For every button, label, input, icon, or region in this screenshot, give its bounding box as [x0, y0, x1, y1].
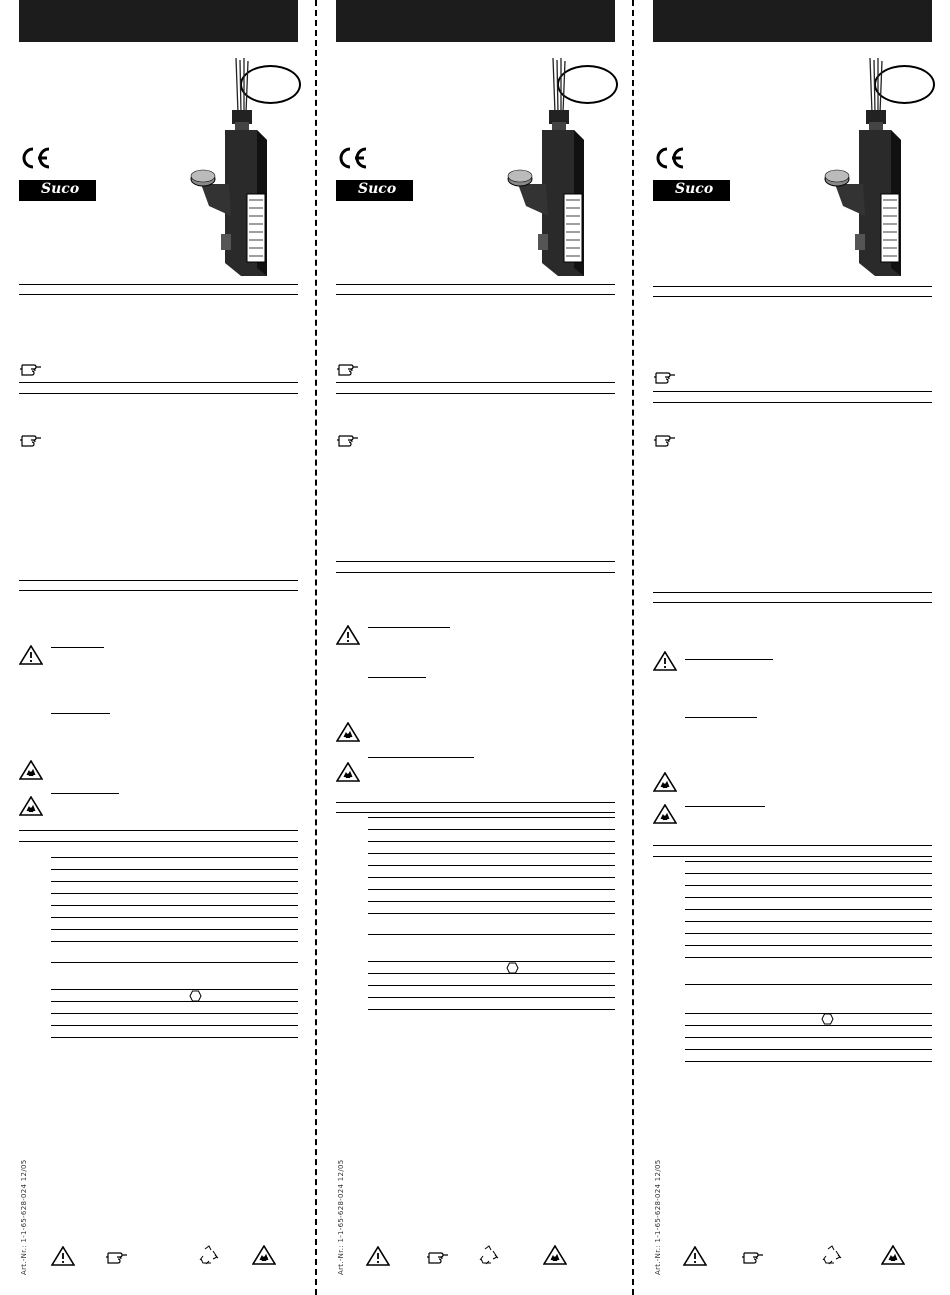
rule: [653, 856, 932, 857]
rule: [19, 590, 298, 591]
rule: [336, 561, 615, 562]
rule: [653, 296, 932, 297]
recycle-icon: [197, 1245, 221, 1265]
table-row-line: [685, 945, 932, 946]
ce-mark: [336, 146, 370, 170]
rule: [19, 830, 298, 831]
cut-line: [632, 0, 634, 1295]
warning-icon: [19, 645, 43, 665]
rule: [336, 382, 615, 383]
table-row-line: [368, 829, 615, 830]
underline: [685, 806, 765, 807]
rule: [19, 284, 298, 285]
warning-icon: [366, 1246, 390, 1266]
table-row-line: [685, 861, 932, 862]
table-row-line: [51, 905, 298, 906]
table-row-line: [685, 1013, 932, 1014]
table-row-line: [685, 933, 932, 934]
hand-pointer-icon: [653, 367, 677, 387]
warning-icon: [51, 1246, 75, 1266]
hand-pointer-icon: [19, 430, 43, 450]
underline: [685, 659, 773, 660]
ce-mark: [653, 146, 687, 170]
explosion-warning-icon: [653, 772, 677, 792]
table-row-line: [685, 885, 932, 886]
table-row-line: [368, 913, 615, 914]
rule: [19, 580, 298, 581]
table-row-line: [368, 853, 615, 854]
table-row-line: [51, 869, 298, 870]
table-row-line: [51, 989, 298, 990]
table-row-line: [368, 877, 615, 878]
brand-logo-text: Suco: [675, 181, 714, 197]
brand-logo: [19, 180, 96, 201]
underline: [368, 757, 474, 758]
table-row-line: [51, 962, 298, 963]
underline: [51, 647, 104, 648]
leaflet-column-3: [653, 0, 932, 1295]
leaflet-column-2: [336, 0, 615, 1295]
table-row-line: [51, 893, 298, 894]
underline: [368, 627, 450, 628]
explosion-warning-icon: [336, 722, 360, 742]
rule: [653, 602, 932, 603]
rule: [336, 802, 615, 803]
rule: [336, 572, 615, 573]
brand-logo: [653, 180, 730, 201]
table-row-line: [685, 897, 932, 898]
explosion-warning-icon: [543, 1245, 567, 1265]
underline: [51, 713, 110, 714]
hand-pointer-icon: [336, 430, 360, 450]
table-row-line: [51, 929, 298, 930]
table-row-line: [51, 1001, 298, 1002]
table-row-line: [685, 957, 932, 958]
table-row-line: [51, 1037, 298, 1038]
table-row-line: [685, 1025, 932, 1026]
pressure-switch-image: [815, 58, 915, 276]
rule: [653, 286, 932, 287]
table-row-line: [368, 901, 615, 902]
table-row-line: [368, 985, 615, 986]
table-row-line: [368, 997, 615, 998]
explosion-warning-icon: [252, 1245, 276, 1265]
table-row-line: [368, 1009, 615, 1010]
pressure-switch-image: [181, 58, 281, 276]
table-row-line: [368, 817, 615, 818]
table-row-line: [685, 1037, 932, 1038]
recycle-icon: [477, 1245, 501, 1265]
table-row-line: [368, 973, 615, 974]
table-row-line: [368, 934, 615, 935]
recycle-icon: [820, 1245, 844, 1265]
table-row-line: [51, 1025, 298, 1026]
rule: [19, 841, 298, 842]
table-row-line: [368, 841, 615, 842]
rule: [19, 294, 298, 295]
table-row-line: [368, 865, 615, 866]
table-row-line: [51, 881, 298, 882]
rule: [653, 845, 932, 846]
explosion-warning-icon: [19, 760, 43, 780]
hexagon-icon: [821, 1013, 834, 1025]
explosion-warning-icon: [336, 762, 360, 782]
table-row-line: [368, 961, 615, 962]
cut-line: [315, 0, 317, 1295]
table-row-line: [51, 1013, 298, 1014]
table-row-line: [51, 941, 298, 942]
brand-logo: [336, 180, 413, 201]
table-row-line: [685, 1049, 932, 1050]
ce-mark: [19, 146, 53, 170]
underline: [685, 717, 757, 718]
table-row-line: [51, 857, 298, 858]
warning-icon: [336, 625, 360, 645]
hand-pointer-icon: [336, 359, 360, 379]
article-number: Art.-Nr.: 1-1-65-628-024 12/05: [654, 1159, 662, 1275]
pressure-switch-image: [498, 58, 598, 276]
table-row-line: [685, 984, 932, 985]
leaflet-column-1: [19, 0, 298, 1295]
brand-logo-text: Suco: [41, 181, 80, 197]
rule: [19, 382, 298, 383]
explosion-warning-icon: [881, 1245, 905, 1265]
explosion-warning-icon: [19, 796, 43, 816]
header-bar: [336, 0, 615, 42]
rule: [653, 592, 932, 593]
rule: [19, 393, 298, 394]
hand-pointer-icon: [426, 1247, 450, 1267]
table-row-line: [685, 909, 932, 910]
table-row-line: [685, 1061, 932, 1062]
rule: [653, 391, 932, 392]
rule: [653, 402, 932, 403]
brand-logo-text: Suco: [358, 181, 397, 197]
hand-pointer-icon: [105, 1247, 129, 1267]
article-number: Art.-Nr.: 1-1-65-628-024 12/05: [20, 1159, 28, 1275]
header-bar: [19, 0, 298, 42]
warning-icon: [653, 651, 677, 671]
rule: [336, 284, 615, 285]
table-row-line: [368, 889, 615, 890]
explosion-warning-icon: [653, 804, 677, 824]
rule: [336, 294, 615, 295]
hand-pointer-icon: [19, 359, 43, 379]
rule: [336, 393, 615, 394]
warning-icon: [683, 1246, 707, 1266]
hand-pointer-icon: [653, 430, 677, 450]
rule: [336, 812, 615, 813]
hand-pointer-icon: [741, 1247, 765, 1267]
table-row-line: [685, 873, 932, 874]
underline: [368, 677, 426, 678]
table-row-line: [685, 921, 932, 922]
table-row-line: [51, 917, 298, 918]
header-bar: [653, 0, 932, 42]
article-number: Art.-Nr.: 1-1-65-628-024 12/05: [337, 1159, 345, 1275]
underline: [51, 793, 119, 794]
